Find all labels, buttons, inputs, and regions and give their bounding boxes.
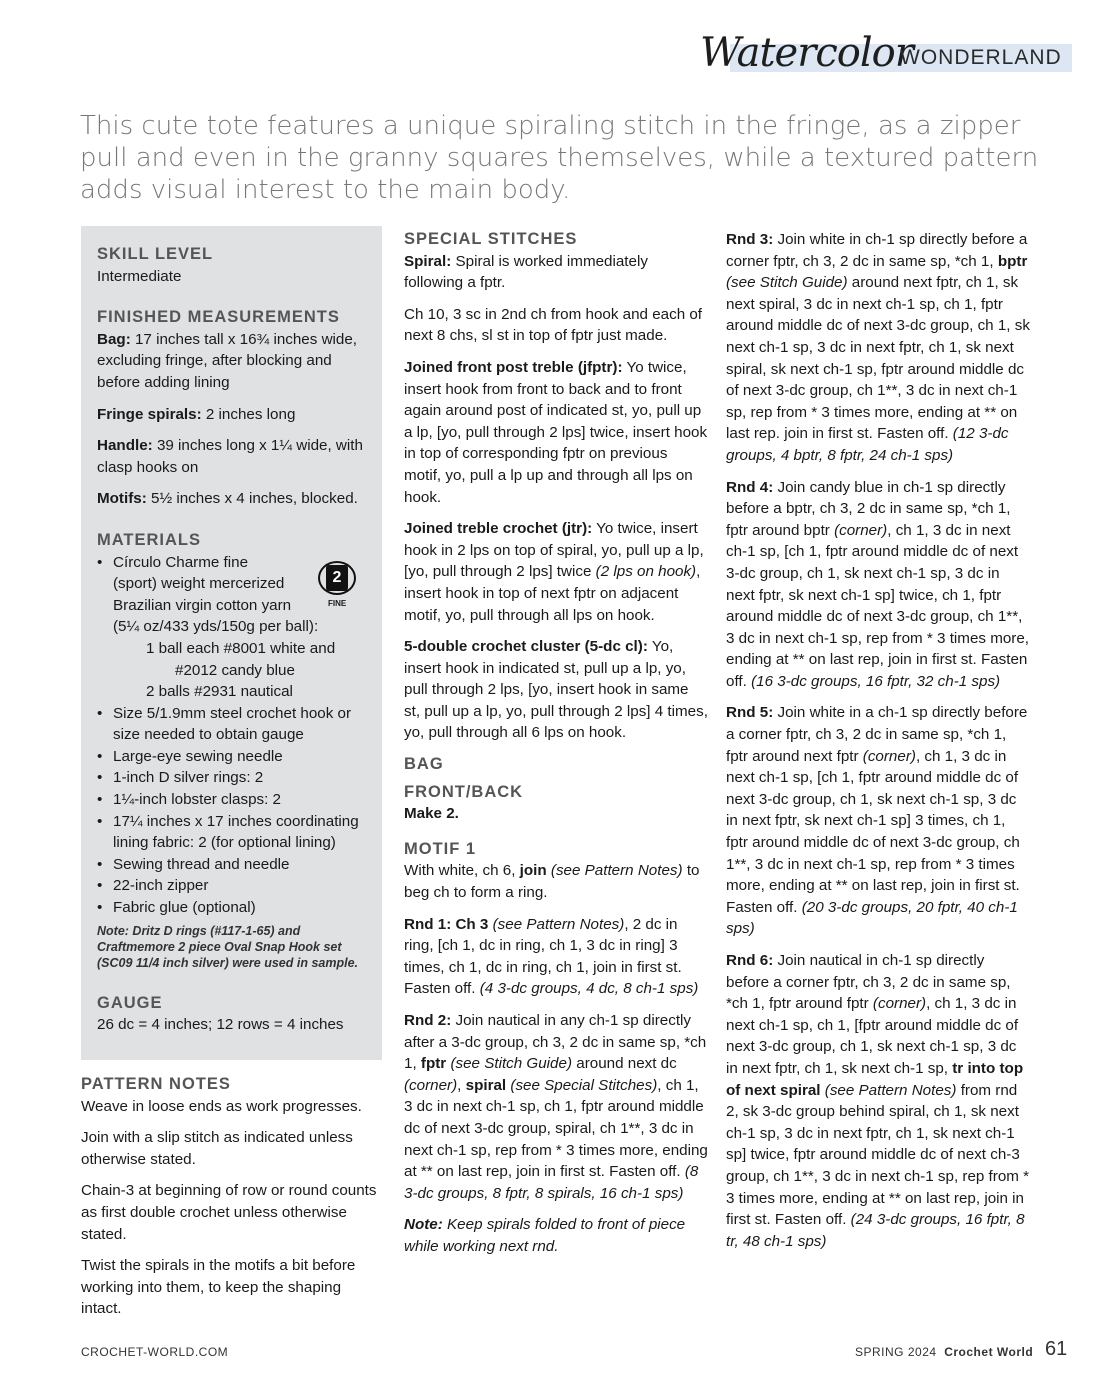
right-column [726,229,1030,1262]
banner-plain-title: WONDERLAND [900,46,1062,69]
round-3: Rnd 3: Join white in ch-1 sp directly before a corner fptr, ch 3, 2 dc in same sp, *ch 1, bptr (see Stitch Guide) around next fptr, ch 1, sk next spiral, 3 dc in next ch-1 sp, ch 1, fptr around middle dc of next 3-dc group, ch 1, sk next ch-1 sp, 3 dc in next fptr, ch 1, sk next spiral, sk next ch-1 sp, fptr around middle dc of next 3-dc group, ch 1**, 3 dc in next ch-1 sp, rep from * 3 times more, ending at ** on last rep. join in first st. Fasten off. (12 3-dc groups, 4 bptr, 8 fptr, 24 ch-1 sps) [726,231,1030,464]
round-6: Rnd 6: Join nautical in ch-1 sp directly before a corner fptr, ch 3, 2 dc in same sp, *ch 1, fptr around fptr (corner), ch 1, 3 dc in next ch-1 sp, ch 1, [fptr around middle dc of next 3-dc group, ch 1, sk next ch-1 sp, 3 dc in next fptr, ch 1, sk next ch-1 sp, tr into top of next spiral (see Pattern Notes) from rnd 2, sk 3-dc group behind spiral, ch 1, sk next ch-1 sp, 3 dc in next fptr, ch 1, sk next ch-1 sp] twice, fptr around middle dc of next ch-3 group, ch 1**, 3 dc in next ch-1 sp, rep from * 3 times more, ending at ** on last rep, join in first st. Fasten off. (24 3-dc groups, 16 fptr, 8 tr, 48 ch-1 sps) [726,952,1030,1250]
footer-site: CROCHET-WORLD.COM [81,1345,229,1359]
make-count: Make 2. [404,805,459,823]
banner-script-title: Watercolor [700,30,913,76]
fringe-measurement: Fringe spirals: 2 inches long [97,405,296,423]
material-item: • Size 5/1.9mm steel crochet hook or size needed to obtain gauge [97,703,373,746]
bag-measurement: Bag: 17 inches tall x 16¾ inches wide, excluding fringe, after blocking and before adding lining [97,330,358,391]
handle-measurement: Handle: 39 inches long x 1¼ wide, with clasp hooks on [97,437,363,476]
round-4: Rnd 4: Join candy blue in ch-1 sp directly before a bptr, ch 3, 2 dc in same sp, *ch 1, fptr around bptr (corner), ch 1, 3 dc in next ch-1 sp, [ch 1, fptr around middle dc of next 3-dc group, ch 1, sk next ch-1 sp, 3 dc in next fptr, sk next ch-1 sp] twice, ch 1, fptr around middle dc of next 3-dc group, ch 1**, 3 dc in next ch-1 sp, rep from * 3 times more, ending at ** on last rep, join in first st. Fasten off. (16 3-dc groups, 16 fptr, 32 ch-1 sps) [726,478,1030,690]
materials-heading: MATERIALS [97,530,202,549]
yarn-weight-number: 2 [326,565,348,591]
jfptr-stitch: Joined front post treble (jfptr): Yo twice, insert hook from front to back and to front again around post of indicated st, yo, pull up a lp, [yo, pull through 2 lps] twice, insert hook in top of corresponding fptr on previous motif, yo, pull a lp up and through all lps on hook. [404,358,708,506]
pattern-note: Twist the spirals in the motifs a bit before working into them, to keep the shaping intact. [81,1257,356,1318]
material-item: • 17¼ inches x 17 inches coordinating lining fabric: 2 (for optional lining) [97,811,373,854]
motif-start: With white, ch 6, join (see Pattern Notes) to beg ch to form a ring. [404,862,700,902]
motif-heading: MOTIF 1 [404,839,477,858]
header-banner [700,30,1072,76]
spiral-detail: Ch 10, 3 sc in 2nd ch from hook and each of next 8 chs, sl st in top of fptr just made. [404,305,703,345]
material-item: • 22-inch zipper [97,875,373,897]
material-item: • 1-inch D silver rings: 2 [97,767,373,789]
gauge-text: 26 dc = 4 inches; 12 rows = 4 inches [97,1016,344,1034]
materials-note: Note: Dritz D rings (#117-1-65) and Craftmemore 2 piece Oval Snap Hook set (SC09 11/4 inch silver) were used in sample. [97,923,358,970]
pattern-note: Weave in loose ends as work progresses. [81,1097,362,1115]
sidebar-panel [81,226,382,1060]
round-2: Rnd 2: Join nautical in any ch-1 sp directly after a 3-dc group, ch 3, 2 dc in same sp, *ch 1, fptr (see Stitch Guide) around next dc (corner), spiral (see Special Stitches), ch 1, 3 dc in next ch-1 sp, ch 1, fptr around middle dc of next 3-dc group, spiral, ch 1**, 3 dc in next ch-1 sp, rep from * 3 times more, ending at ** on last rep, join in first st. Fasten off. (8 3-dc groups, 8 fptr, 8 spirals, 16 ch-1 sps) [404,1012,708,1202]
special-stitches-heading: SPECIAL STITCHES [404,230,578,248]
pattern-notes [81,1074,381,1330]
measurements-heading: FINISHED MEASUREMENTS [97,308,340,327]
skill-heading: SKILL LEVEL [97,245,214,263]
skill-value: Intermediate [97,267,182,285]
middle-column [404,229,708,1268]
material-item: • Sewing thread and needle [97,854,373,876]
material-item: • Fabric glue (optional) [97,897,373,919]
yarn-weight-label: FINE [328,599,347,608]
cluster-stitch: 5-double crochet cluster (5-dc cl): Yo, insert hook in indicated st, pull up a lp, yo, pull through 2 lps, [yo, insert hook in same st, pull up a lp, yo, pull through 2 lps] 4 times, yo, pull through all 6 lps on hook. [404,638,708,742]
footer-issue: SPRING 2024 Crochet World [855,1345,1034,1359]
material-item: • Large-eye sewing needle [97,746,373,768]
pattern-note: Join with a slip stitch as indicated unless otherwise stated. [81,1129,353,1168]
gauge-heading: GAUGE [97,993,163,1012]
spiral-note: Note: Keep spirals folded to front of piece while working next rnd. [404,1216,686,1255]
round-1: Rnd 1: Ch 3 (see Pattern Notes), 2 dc in ring, [ch 1, dc in ring, ch 1, 3 dc in ring] 3 times, ch 1, dc in ring, ch 1, join in first st. Fasten off. (4 3-dc groups, 4 dc, 8 ch-1 sps) [404,915,699,998]
bag-heading: BAG [404,755,444,774]
front-back-heading: FRONT/BACK [404,782,524,801]
motifs-measurement: Motifs: 5½ inches x 4 inches, blocked. [97,490,358,508]
material-item: • 1¼-inch lobster clasps: 2 [97,789,373,811]
pattern-note: Chain-3 at beginning of row or round counts as first double crochet unless otherwise stated. [81,1182,377,1243]
intro-text: This cute tote features a unique spiraling stitch in the fringe, as a zipper pull and even in the granny squares themselves, while a textured pattern adds visual interest to the main body. [80,111,1039,205]
materials-list [97,552,373,919]
pattern-notes-heading: PATTERN NOTES [81,1075,231,1093]
yarn-item: • Círculo Charme fine (sport) weight mercerized Brazilian virgin cotton yarn (5¼ oz/433 yds/150g per ball): 1 ball each #8001 white and #2012 candy blue 2 balls #2931 nautical [97,552,373,703]
spiral-stitch: Spiral: Spiral is worked immediately following a fptr. [404,252,648,292]
round-5: Rnd 5: Join white in a ch-1 sp directly before a corner fptr, ch 3, 2 dc in same sp, *ch 1, fptr around next fptr (corner), ch 1, 3 dc in next ch-1 sp, [ch 1, fptr around middle dc of next 3-dc group, ch 1, sk next ch-1 sp, 3 dc in next fptr, sk next ch-1 sp] 3 times, ch 1, fptr around middle dc of next 3-dc group, ch 1**, 3 dc in next ch-1 sp, rep from * 3 times more, ending at ** on last rep, join in first st. Fasten off. (20 3-dc groups, 20 fptr, 40 ch-1 sps) [726,704,1028,938]
page-number: 61 [1045,1338,1068,1360]
jtr-stitch: Joined treble crochet (jtr): Yo twice, insert hook in 2 lps on top of spiral, yo, pull up a lp, [yo, pull through 2 lps] twice (2 lps on hook), insert hook in top of next fptr on adjacent motif, yo, pull through all lps on hook. [404,520,704,624]
